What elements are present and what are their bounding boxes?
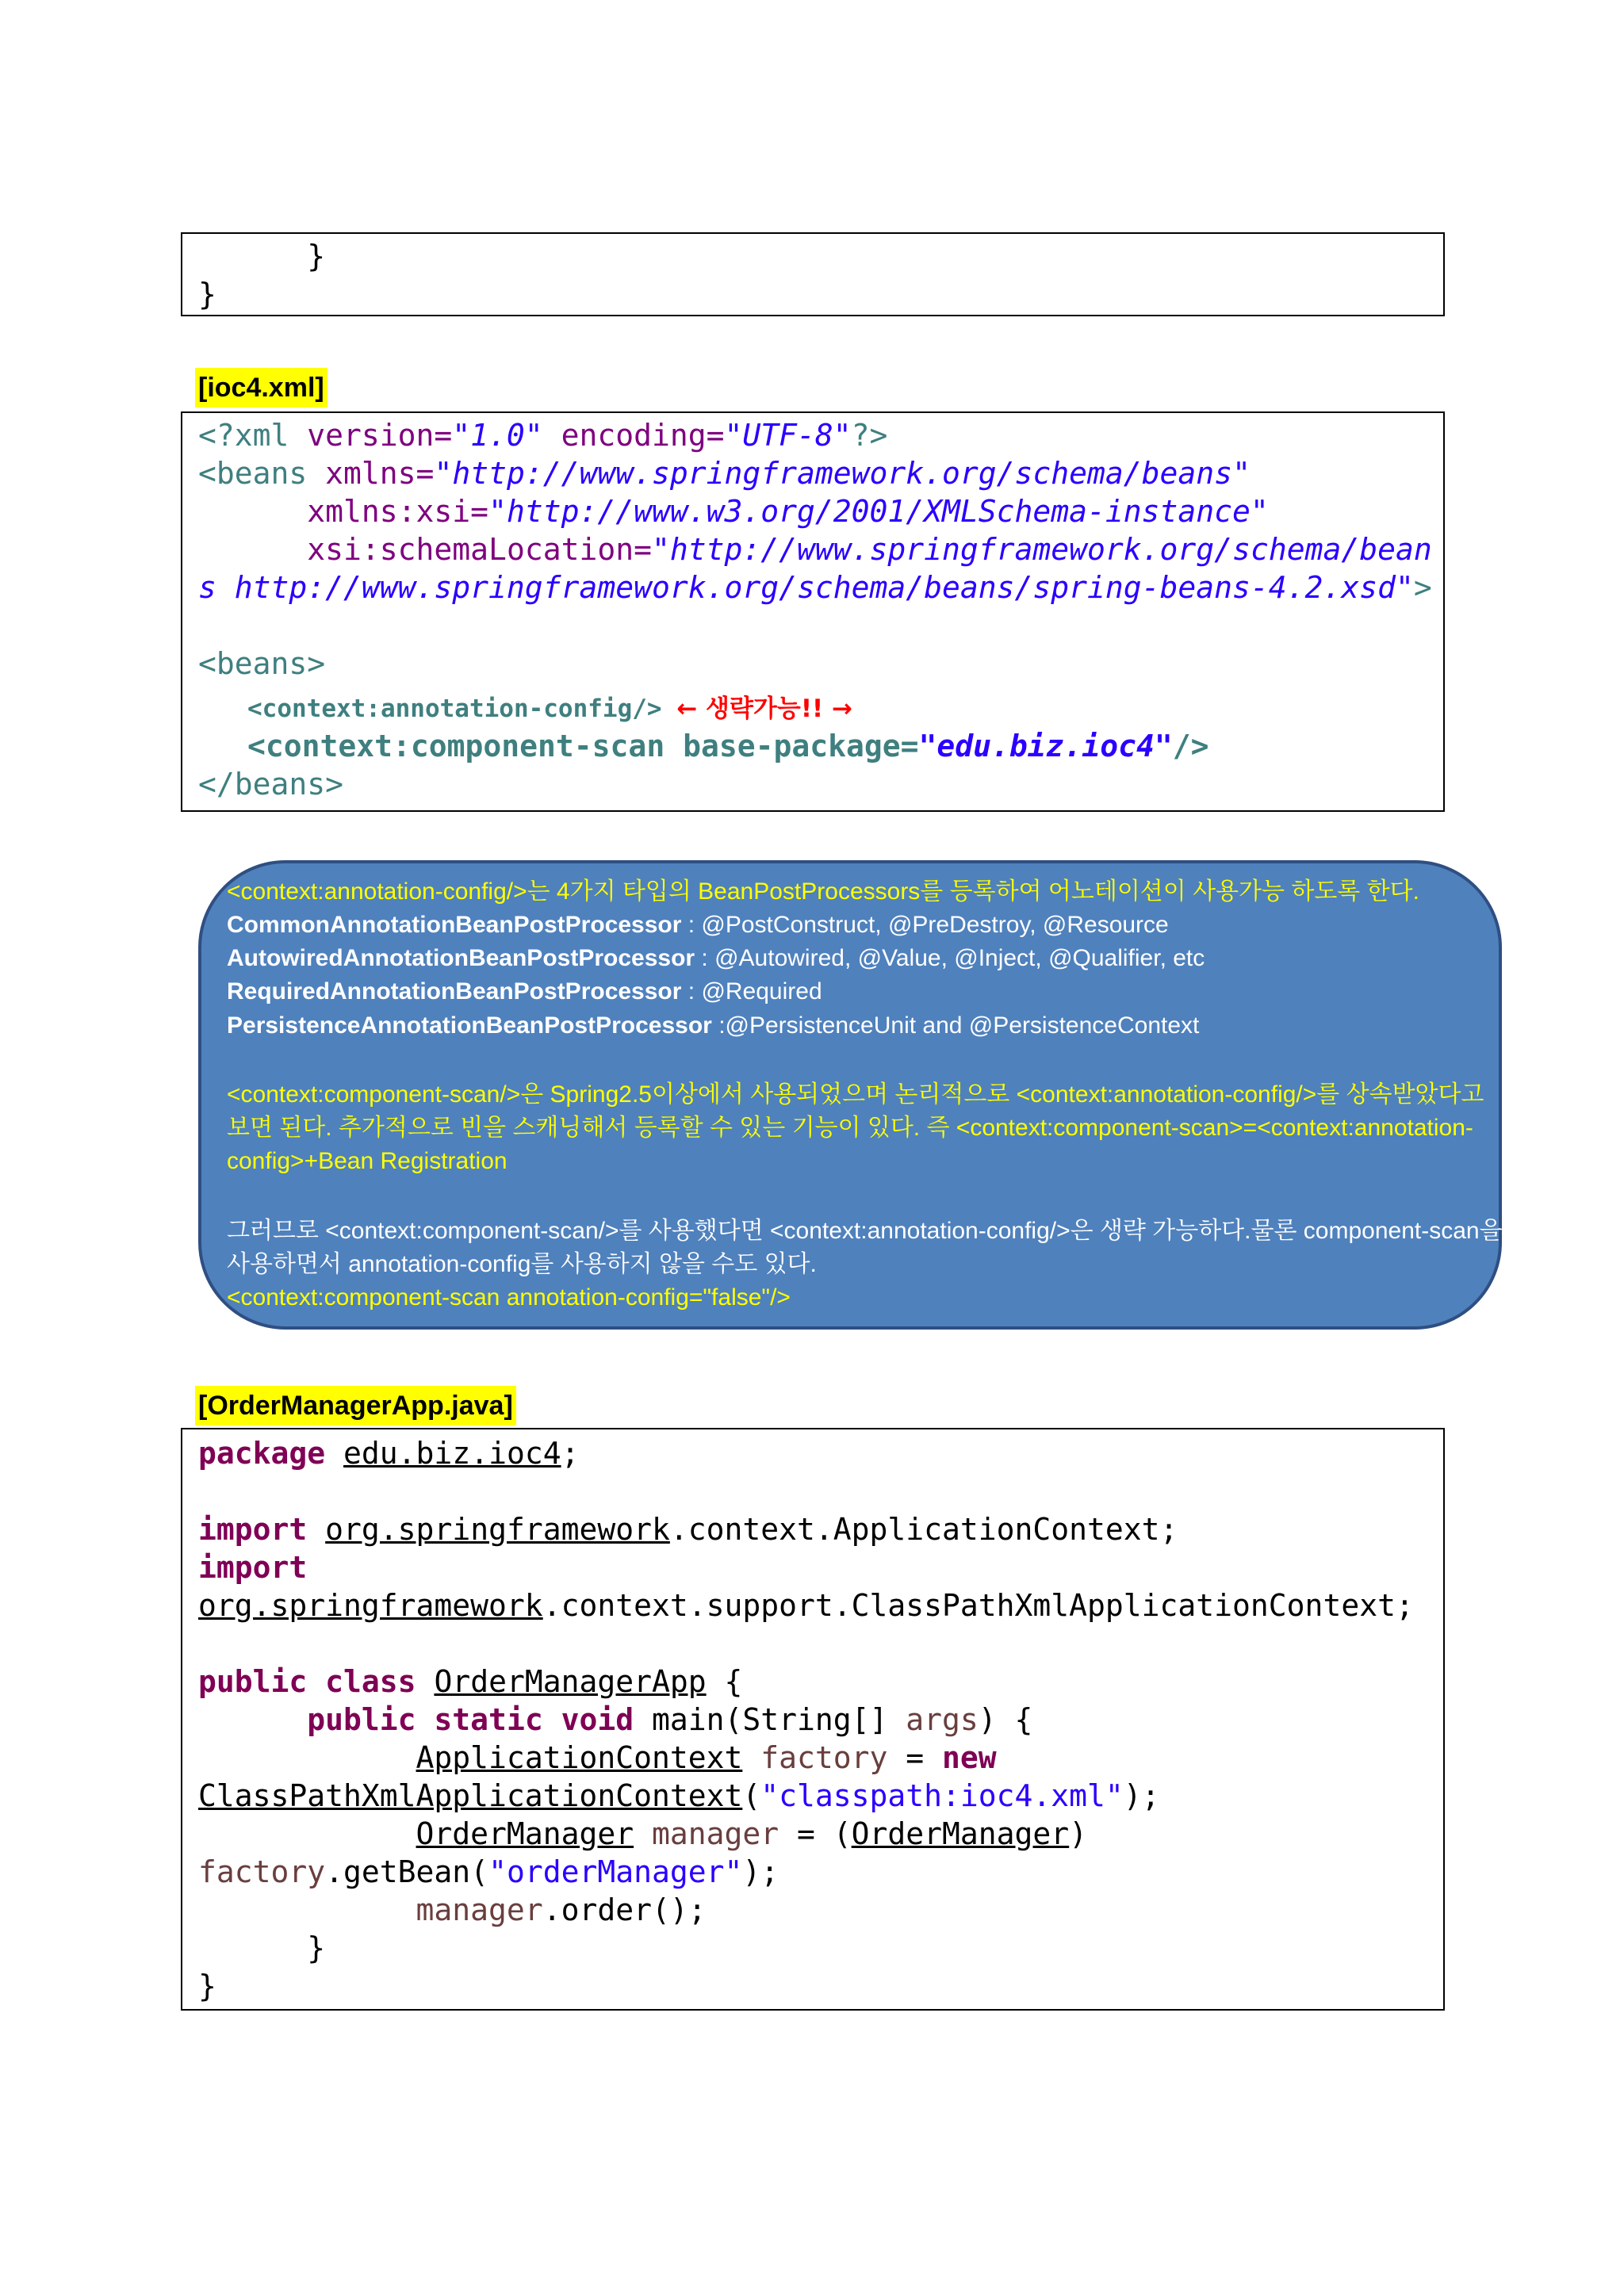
section-label-ioc4-xml: [ioc4.xml] xyxy=(195,368,327,408)
code-line-close-brace: } xyxy=(198,1969,216,2003)
code-line: } xyxy=(198,239,326,274)
code-line-manager-decl: OrderManager manager = (OrderManager) xyxy=(416,1816,1088,1851)
callout-text: 사용하면서 annotation-config를 사용하지 않을 수도 있다. xyxy=(227,1251,817,1277)
code-line-class-decl: public class OrderManagerApp { xyxy=(198,1664,743,1699)
code-line-annotation-config: <context:annotation-config/> ← 생략가능!! → xyxy=(247,695,852,723)
code-line-schema-location: xsi:schemaLocation="http://www.springframework.org/schema/bean xyxy=(307,532,1432,567)
code-line-component-scan: <context:component-scan base-package="edu.biz.ioc4"/> xyxy=(247,729,1209,763)
callout-text: AutowiredAnnotationBeanPostProcessor : @Autowired, @Value, @Inject, @Qualifier, etc xyxy=(227,945,1205,971)
section-label-order-manager-app: [OrderManagerApp.java] xyxy=(195,1386,516,1425)
callout-text: PersistenceAnnotationBeanPostProcessor :@PersistenceUnit and @PersistenceContext xyxy=(227,1012,1200,1039)
code-line-schema-location-cont: s http://www.springframework.org/schema/beans/spring-beans-4.2.xsd"> xyxy=(198,570,1432,605)
code-line-factory-init: ClassPathXmlApplicationContext("classpath:ioc4.xml"); xyxy=(198,1778,1160,1813)
callout-text: config>+Bean Registration xyxy=(227,1148,508,1174)
omit-possible-note: ← 생략가능!! → xyxy=(676,695,852,723)
code-line-import: import xyxy=(198,1550,308,1585)
code-line-beans-close: </beans> xyxy=(198,767,344,802)
callout-text: <context:component-scan/>은 Spring2.5이상에서 사용되었으며 논리적으로 <context:annotation-config/>를 상속받았다고 xyxy=(227,1081,1484,1108)
code-line-xml-declaration: <?xml version="1.0" encoding="UTF-8"?> xyxy=(198,418,888,453)
code-line: } xyxy=(198,277,216,312)
code-line-get-bean: factory.getBean("orderManager"); xyxy=(198,1854,779,1889)
code-line-beans: <beans> xyxy=(198,646,326,681)
code-line-close-brace: } xyxy=(198,1931,326,1965)
callout-text: 그러므로 <context:component-scan/>를 사용했다면 <context:annotation-config/>은 생략 가능하다.물론 component-scan을 xyxy=(227,1218,1503,1244)
code-line-beans-open: <beans xmlns="http://www.springframework.org/schema/beans" xyxy=(198,456,1251,491)
code-box-fragment xyxy=(181,232,1445,316)
code-line-import-cont: org.springframework.context.support.ClassPathXmlApplicationContext; xyxy=(198,1588,1414,1623)
code-line-package: package edu.biz.ioc4; xyxy=(198,1436,580,1471)
code-box-java xyxy=(181,1428,1445,2011)
code-line-order-call: manager.order(); xyxy=(416,1892,707,1927)
code-line-import: import org.springframework.context.ApplicationContext; xyxy=(198,1512,1178,1547)
code-line-main-method: public static void main(String[] args) { xyxy=(307,1702,1033,1737)
code-line-xmlns-xsi: xmlns:xsi="http://www.w3.org/2001/XMLSchema-instance" xyxy=(307,494,1269,529)
code-line-factory-decl: ApplicationContext factory = new xyxy=(416,1740,997,1775)
callout-text: 보면 된다. 추가적으로 빈을 스캐닝해서 등록할 수 있는 기능이 있다. 즉 <context:component-scan>=<context:annotation- xyxy=(227,1115,1473,1141)
callout-text: RequiredAnnotationBeanPostProcessor : @Required xyxy=(227,978,822,1004)
callout-text: <context:component-scan annotation-config="false"/> xyxy=(227,1284,791,1311)
callout-text: CommonAnnotationBeanPostProcessor : @PostConstruct, @PreDestroy, @Resource xyxy=(227,912,1169,938)
callout-text: <context:annotation-config/>는 4가지 타입의 BeanPostProcessors를 등록하여 어노테이션이 사용가능 하도록 한다. xyxy=(227,878,1419,905)
code-box-xml xyxy=(181,411,1445,812)
